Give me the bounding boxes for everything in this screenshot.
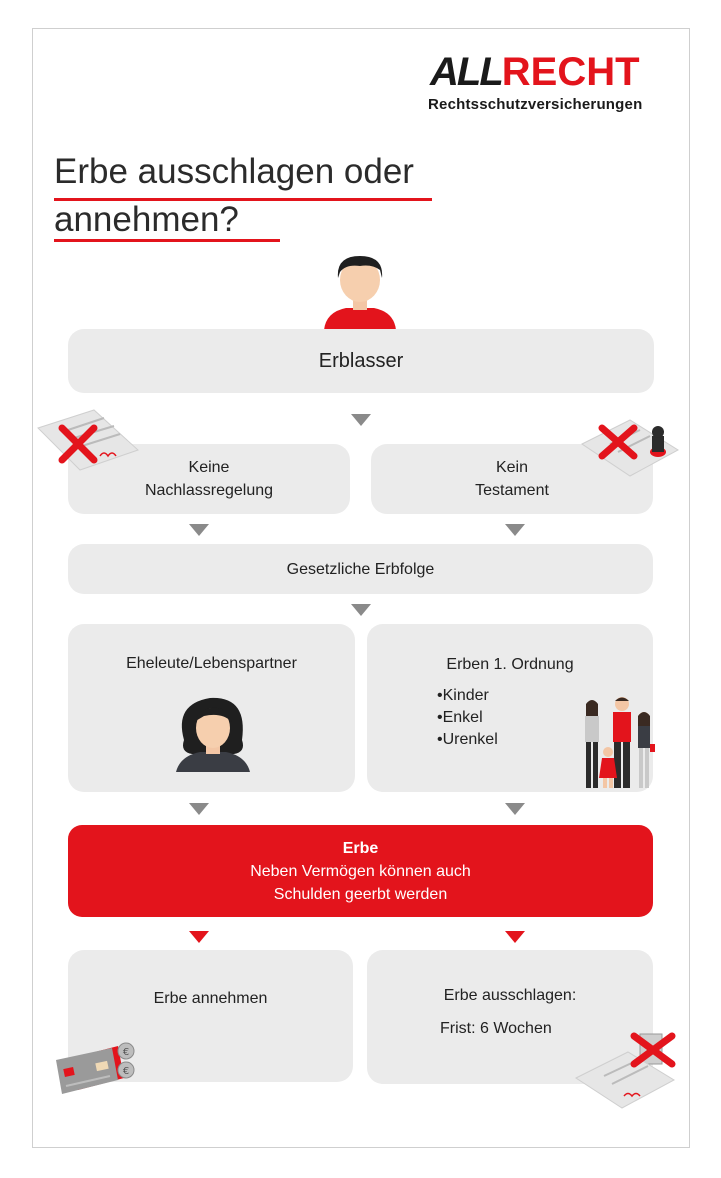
erbe-annehmen-label: Erbe annehmen — [153, 990, 268, 1007]
page-title-line2: annehmen? — [54, 200, 239, 239]
erbe-line1: Neben Vermögen können auch — [250, 862, 471, 880]
gesetzliche-erbfolge-box — [68, 544, 653, 594]
person-icon — [322, 252, 398, 330]
erben-list — [437, 685, 498, 751]
kein-label: Kein — [495, 459, 529, 476]
title-underline-2 — [54, 239, 280, 242]
testament-label: Testament — [475, 482, 549, 499]
logo-recht: RECHT — [501, 50, 640, 94]
page-title-line1: Erbe ausschlagen oder — [54, 152, 414, 191]
arrow-down-red — [505, 931, 525, 943]
erbe-ausschlagen-heading: Erbe ausschlagen: — [443, 987, 577, 1004]
logo-all: ALL — [430, 50, 502, 94]
erblasser-box — [68, 329, 654, 393]
arrow-down — [351, 604, 371, 616]
frist-label: Frist: 6 Wochen — [440, 1020, 552, 1037]
brand-logo — [430, 50, 640, 94]
euro-coin-icon — [116, 1042, 136, 1082]
eheleute-label: Eheleute/Lebenspartner — [126, 655, 297, 672]
svg-text:€: € — [122, 1066, 130, 1077]
list-item: • Enkel — [437, 707, 498, 729]
arrow-down — [189, 803, 209, 815]
family-icon — [580, 694, 660, 794]
arrow-down — [351, 414, 371, 426]
crossed-signed-document-icon — [574, 1030, 680, 1110]
nachlassregelung-label: Nachlassregelung — [144, 482, 274, 499]
list-item: • Kinder — [437, 685, 498, 707]
erben-ordnung-heading: Erben 1. Ordnung — [446, 656, 574, 673]
arrow-down — [505, 803, 525, 815]
crossed-stamp-document-icon — [580, 414, 680, 478]
list-item: • Urenkel — [437, 729, 498, 751]
keine-label: Keine — [188, 459, 230, 476]
gesetzliche-erbfolge-label: Gesetzliche Erbfolge — [286, 560, 435, 578]
erbe-heading: Erbe — [342, 839, 379, 857]
eheleute-box — [68, 624, 355, 792]
erbe-line2: Schulden geerbt werden — [273, 885, 448, 903]
erblasser-label: Erblasser — [318, 349, 404, 372]
crossed-document-icon — [34, 408, 142, 472]
arrow-down-red — [189, 931, 209, 943]
arrow-down — [505, 524, 525, 536]
arrow-down — [189, 524, 209, 536]
erbe-box — [68, 825, 653, 917]
woman-icon — [174, 694, 252, 772]
svg-text:€: € — [122, 1047, 130, 1058]
logo-subtitle: Rechtsschutzversicherungen — [428, 96, 643, 113]
